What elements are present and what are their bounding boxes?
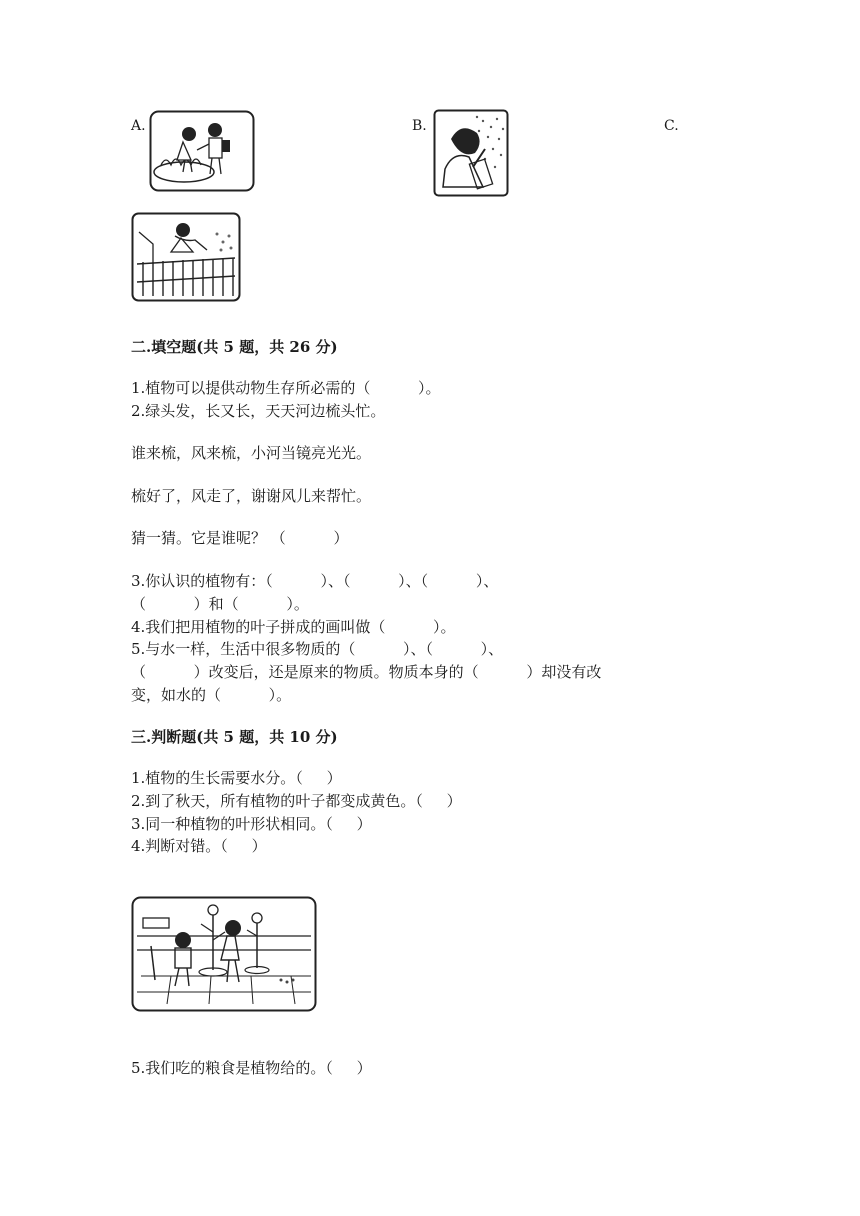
question-line: （ ）改变后，还是原来的物质。物质本身的（ ）却没有改 (131, 663, 602, 681)
section2-heading: 二.填空题(共 5 题，共 26 分) (131, 338, 338, 356)
question-line: 5.与水一样，生活中很多物质的（ ）、（ ）、 (131, 640, 504, 658)
option-b-label: B. (412, 118, 427, 134)
question-line: 猜一猜。它是谁呢？ （ ） (131, 529, 349, 547)
question-line: 变，如水的（ ）。 (131, 686, 292, 704)
judgment-line: 3.同一种植物的叶形状相同。（ ） (131, 815, 372, 833)
section3-heading: 三.判断题(共 5 题，共 10 分) (131, 728, 338, 746)
illustration-c-person-at-fence (131, 212, 241, 302)
question-line: 2.绿头发，长又长，天天河边梳头忙。 (131, 402, 386, 420)
judgment-line: 5.我们吃的粮食是植物给的。（ ） (131, 1059, 372, 1077)
question-line: 4.我们把用植物的叶子拼成的画叫做（ ）。 (131, 618, 456, 636)
option-c-label: C. (664, 118, 679, 134)
judgment-line: 1.植物的生长需要水分。（ ） (131, 769, 342, 787)
question-line: 谁来梳，风来梳，小河当镜亮光光。 (131, 444, 372, 462)
option-a-label: A. (131, 118, 146, 134)
question-line: 梳好了，风走了，谢谢风儿来帮忙。 (131, 487, 372, 505)
judgment-line: 2.到了秋天，所有植物的叶子都变成黄色。（ ） (131, 792, 462, 810)
illustration-children-planting-trees (131, 896, 317, 1012)
judgment-line: 4.判断对错。（ ） (131, 837, 267, 855)
question-line: 3.你认识的植物有：（ ）、（ ）、（ ）、 (131, 572, 499, 590)
question-line: 1.植物可以提供动物生存所必需的（ ）。 (131, 379, 441, 397)
illustration-a-children-flowerbed (149, 110, 255, 192)
illustration-b-person-writing (433, 109, 509, 197)
question-line: （ ）和（ ）。 (131, 595, 309, 613)
